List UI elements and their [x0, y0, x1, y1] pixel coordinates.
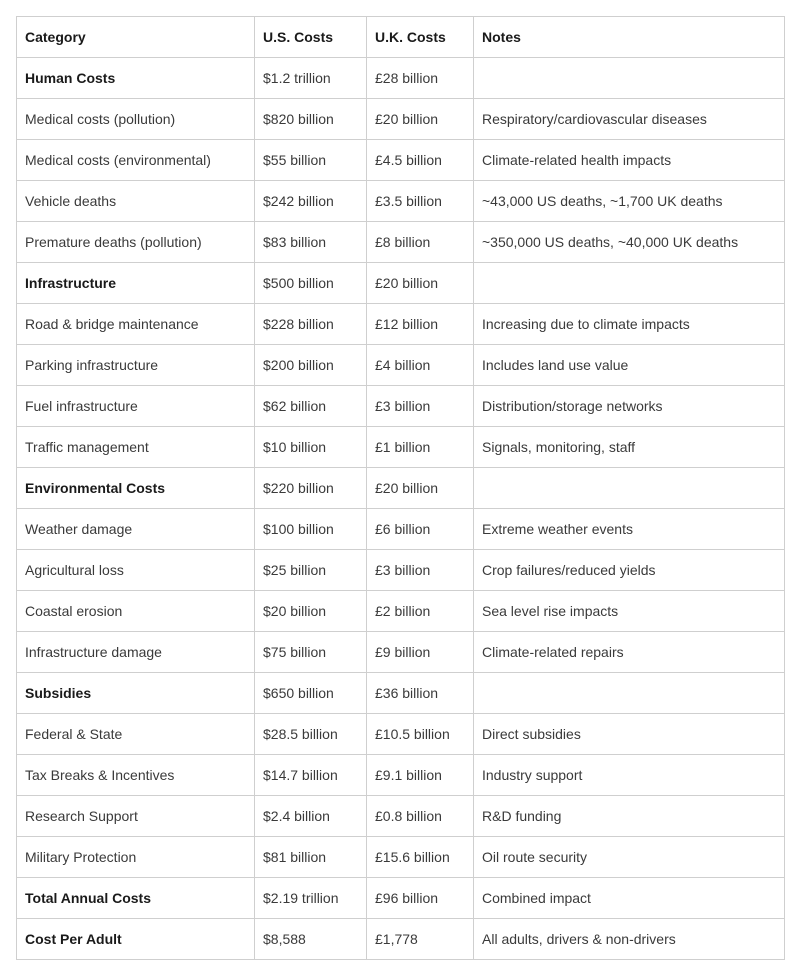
- category-cell: Fuel infrastructure: [17, 386, 255, 427]
- uk-cost-cell: £28 billion: [367, 58, 474, 99]
- notes-cell: ~350,000 US deaths, ~40,000 UK deaths: [474, 222, 785, 263]
- notes-cell: Includes land use value: [474, 345, 785, 386]
- notes-cell: [474, 673, 785, 714]
- us-cost-cell: $20 billion: [255, 591, 367, 632]
- table-header: [17, 17, 785, 58]
- table-row: [17, 345, 785, 386]
- category-cell: Subsidies: [17, 673, 255, 714]
- us-cost-cell: $2.19 trillion: [255, 878, 367, 919]
- notes-cell: Industry support: [474, 755, 785, 796]
- uk-cost-cell: £1 billion: [367, 427, 474, 468]
- uk-cost-cell: £3 billion: [367, 550, 474, 591]
- us-cost-cell: $820 billion: [255, 99, 367, 140]
- table-row: [17, 386, 785, 427]
- uk-cost-cell: £8 billion: [367, 222, 474, 263]
- uk-cost-cell: £20 billion: [367, 99, 474, 140]
- uk-cost-cell: £1,778: [367, 919, 474, 960]
- category-cell: Infrastructure damage: [17, 632, 255, 673]
- notes-cell: Increasing due to climate impacts: [474, 304, 785, 345]
- table-row: [17, 99, 785, 140]
- us-cost-cell: $100 billion: [255, 509, 367, 550]
- category-cell: Road & bridge maintenance: [17, 304, 255, 345]
- header-notes: Notes: [474, 17, 785, 58]
- category-cell: Weather damage: [17, 509, 255, 550]
- us-cost-cell: $242 billion: [255, 181, 367, 222]
- table-row: [17, 304, 785, 345]
- table-row: [17, 755, 785, 796]
- header-us-costs: U.S. Costs: [255, 17, 367, 58]
- uk-cost-cell: £20 billion: [367, 468, 474, 509]
- uk-cost-cell: £20 billion: [367, 263, 474, 304]
- us-cost-cell: $220 billion: [255, 468, 367, 509]
- notes-cell: ~43,000 US deaths, ~1,700 UK deaths: [474, 181, 785, 222]
- notes-cell: Distribution/storage networks: [474, 386, 785, 427]
- us-cost-cell: $650 billion: [255, 673, 367, 714]
- table-row: [17, 591, 785, 632]
- section-row: [17, 263, 785, 304]
- us-cost-cell: $55 billion: [255, 140, 367, 181]
- header-uk-costs: U.K. Costs: [367, 17, 474, 58]
- table-body: [17, 58, 785, 960]
- notes-cell: [474, 263, 785, 304]
- notes-cell: Direct subsidies: [474, 714, 785, 755]
- us-cost-cell: $28.5 billion: [255, 714, 367, 755]
- us-cost-cell: $228 billion: [255, 304, 367, 345]
- uk-cost-cell: £12 billion: [367, 304, 474, 345]
- notes-cell: All adults, drivers & non-drivers: [474, 919, 785, 960]
- category-cell: Cost Per Adult: [17, 919, 255, 960]
- table-row: [17, 181, 785, 222]
- table-row: [17, 427, 785, 468]
- category-cell: Infrastructure: [17, 263, 255, 304]
- us-cost-cell: $62 billion: [255, 386, 367, 427]
- section-row: [17, 878, 785, 919]
- category-cell: Coastal erosion: [17, 591, 255, 632]
- table-row: [17, 714, 785, 755]
- notes-cell: Climate-related health impacts: [474, 140, 785, 181]
- category-cell: Medical costs (environmental): [17, 140, 255, 181]
- uk-cost-cell: £0.8 billion: [367, 796, 474, 837]
- us-cost-cell: $83 billion: [255, 222, 367, 263]
- table-row: [17, 509, 785, 550]
- uk-cost-cell: £9 billion: [367, 632, 474, 673]
- category-cell: Traffic management: [17, 427, 255, 468]
- uk-cost-cell: £6 billion: [367, 509, 474, 550]
- us-cost-cell: $500 billion: [255, 263, 367, 304]
- category-cell: Tax Breaks & Incentives: [17, 755, 255, 796]
- us-cost-cell: $75 billion: [255, 632, 367, 673]
- us-cost-cell: $8,588: [255, 919, 367, 960]
- us-cost-cell: $14.7 billion: [255, 755, 367, 796]
- table-row: [17, 837, 785, 878]
- uk-cost-cell: £10.5 billion: [367, 714, 474, 755]
- category-cell: Human Costs: [17, 58, 255, 99]
- table-row: [17, 222, 785, 263]
- notes-cell: Climate-related repairs: [474, 632, 785, 673]
- notes-cell: Crop failures/reduced yields: [474, 550, 785, 591]
- notes-cell: Signals, monitoring, staff: [474, 427, 785, 468]
- category-cell: Total Annual Costs: [17, 878, 255, 919]
- section-row: [17, 673, 785, 714]
- uk-cost-cell: £4.5 billion: [367, 140, 474, 181]
- uk-cost-cell: £3.5 billion: [367, 181, 474, 222]
- section-row: [17, 468, 785, 509]
- us-cost-cell: $81 billion: [255, 837, 367, 878]
- table-row: [17, 140, 785, 181]
- category-cell: Medical costs (pollution): [17, 99, 255, 140]
- category-cell: Vehicle deaths: [17, 181, 255, 222]
- us-cost-cell: $25 billion: [255, 550, 367, 591]
- uk-cost-cell: £2 billion: [367, 591, 474, 632]
- category-cell: Federal & State: [17, 714, 255, 755]
- category-cell: Agricultural loss: [17, 550, 255, 591]
- uk-cost-cell: £36 billion: [367, 673, 474, 714]
- us-cost-cell: $2.4 billion: [255, 796, 367, 837]
- notes-cell: Oil route security: [474, 837, 785, 878]
- notes-cell: Combined impact: [474, 878, 785, 919]
- notes-cell: Respiratory/cardiovascular diseases: [474, 99, 785, 140]
- notes-cell: Sea level rise impacts: [474, 591, 785, 632]
- costs-table: [16, 16, 785, 960]
- uk-cost-cell: £4 billion: [367, 345, 474, 386]
- category-cell: Parking infrastructure: [17, 345, 255, 386]
- us-cost-cell: $1.2 trillion: [255, 58, 367, 99]
- section-row: [17, 919, 785, 960]
- uk-cost-cell: £9.1 billion: [367, 755, 474, 796]
- notes-cell: [474, 468, 785, 509]
- notes-cell: [474, 58, 785, 99]
- header-category: Category: [17, 17, 255, 58]
- us-cost-cell: $200 billion: [255, 345, 367, 386]
- table-row: [17, 550, 785, 591]
- table-row: [17, 796, 785, 837]
- uk-cost-cell: £15.6 billion: [367, 837, 474, 878]
- category-cell: Premature deaths (pollution): [17, 222, 255, 263]
- category-cell: Military Protection: [17, 837, 255, 878]
- notes-cell: R&D funding: [474, 796, 785, 837]
- category-cell: Environmental Costs: [17, 468, 255, 509]
- table-row: [17, 632, 785, 673]
- uk-cost-cell: £96 billion: [367, 878, 474, 919]
- uk-cost-cell: £3 billion: [367, 386, 474, 427]
- us-cost-cell: $10 billion: [255, 427, 367, 468]
- header-row: [17, 17, 785, 58]
- notes-cell: Extreme weather events: [474, 509, 785, 550]
- section-row: [17, 58, 785, 99]
- category-cell: Research Support: [17, 796, 255, 837]
